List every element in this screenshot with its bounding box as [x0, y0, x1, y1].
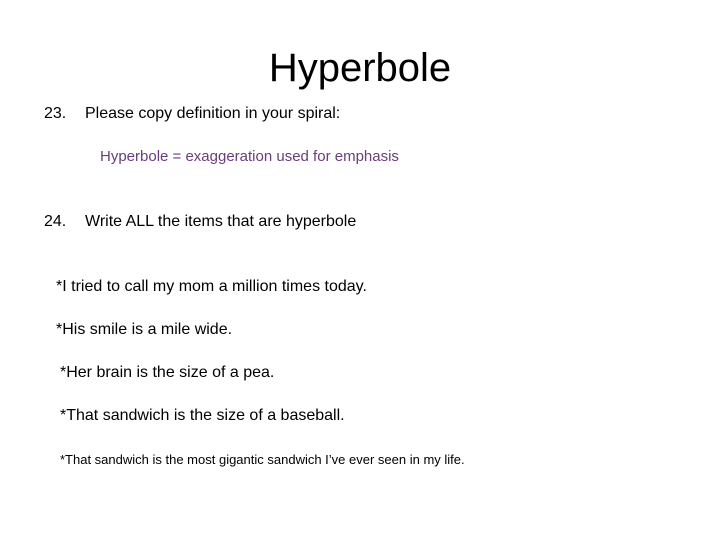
slide-title-text: Hyperbole — [268, 46, 452, 90]
definition-text: Hyperbole = exaggeration used for emphasis — [100, 148, 399, 165]
question-24 — [44, 212, 444, 232]
question-23-number: 23. — [44, 105, 67, 122]
question-23 — [44, 104, 444, 124]
list-item: *That sandwich is the most gigantic sandwich I’ve ever seen in my life. — [60, 452, 465, 467]
list-item: *Her brain is the size of a pea. — [60, 364, 275, 381]
list-item: *His smile is a mile wide. — [56, 321, 233, 338]
question-24-number: 24. — [44, 213, 67, 230]
list-item: *That sandwich is the size of a baseball. — [60, 407, 345, 424]
slide-title — [0, 44, 720, 92]
question-24-text: Write ALL the items that are hyperbole — [85, 213, 357, 230]
question-23-text: Please copy definition in your spiral: — [85, 105, 341, 122]
list-item: *I tried to call my mom a million times today. — [56, 278, 367, 295]
